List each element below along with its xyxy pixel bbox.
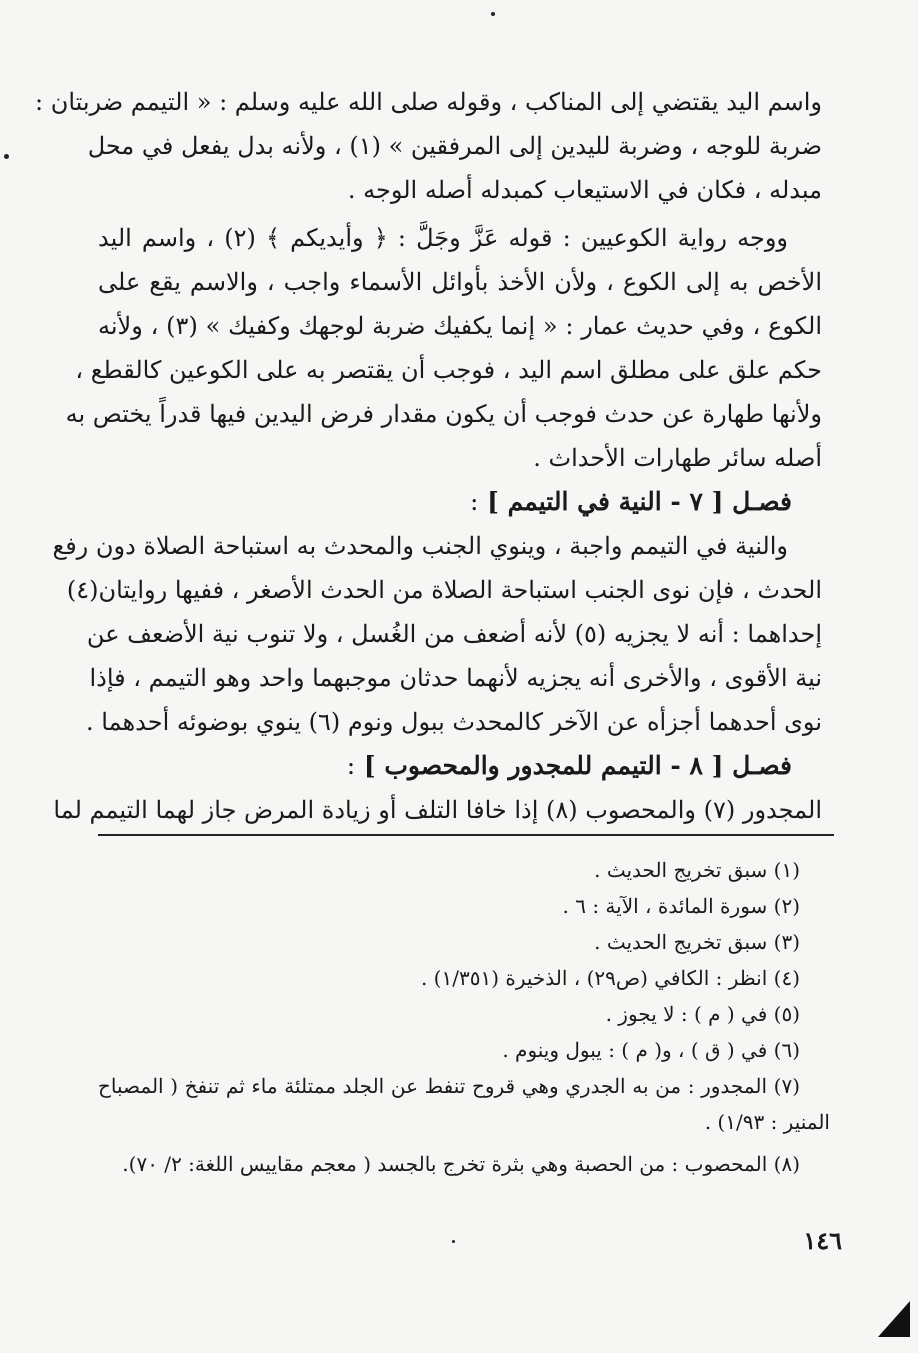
text-line: الأخص به إلى الكوع ، ولأن الأخذ بأوائل الأسماء واجب ، والاسم يقع على <box>98 268 822 296</box>
text-line: والنية في التيمم واجبة ، وينوي الجنب والمحدث به استباحة الصلاة دون رفع <box>52 532 788 560</box>
footnote-separator <box>98 834 834 836</box>
text-line: مبدله ، فكان في الاستيعاب كمبدله أصله الوجه . <box>347 176 822 204</box>
text-line: نوى أحدهما أجزأه عن الآخر كالمحدث ببول ونوم (٦) ينوي بوضوئه أحدهما . <box>86 708 822 736</box>
footnote: (٢) سورة المائدة ، الآية : ٦ . <box>562 894 800 918</box>
footnote: (١) سبق تخريج الحديث . <box>594 858 800 882</box>
ink-speck-left <box>4 154 9 159</box>
section-heading-8-title: فصـل [ ٨ - التيمم للمجدور والمحصوب ] <box>363 751 792 780</box>
section-heading-7-colon: : <box>469 487 479 516</box>
text-line: نية الأقوى ، والأخرى أنه يجزيه لأنهما حدثان موجبهما واحد وهو التيمم ، فإذا <box>89 664 822 692</box>
footnote: (٨) المحصوب : من الحصبة وهي بثرة تخرج بالجسد ( معجم مقاييس اللغة: ٢/ ٧٠). <box>122 1152 800 1176</box>
footnote: (٥) في ( م ) : لا يجوز . <box>605 1002 800 1026</box>
text-line: حكم علق على مطلق اسم اليد ، فوجب أن يقتصر به على الكوعين كالقطع ، <box>75 356 822 384</box>
section-heading-7-title: فصـل [ ٧ - النية في التيمم ] <box>487 487 792 516</box>
text-line: واسم اليد يقتضي إلى المناكب ، وقوله صلى الله عليه وسلم : « التيمم ضربتان : <box>34 88 822 116</box>
section-heading-8 <box>98 744 822 788</box>
footnote: (٧) المجدور : من به الجدري وهي قروح تنفط عن الجلد ممتلئة ماء ثم تنفخ ( المصباح <box>98 1074 800 1098</box>
text-line: أصله سائر طهارات الأحداث . <box>533 444 822 472</box>
footnote: (٣) سبق تخريج الحديث . <box>594 930 800 954</box>
page-corner-mark <box>878 1301 910 1337</box>
text-line: الحدث ، فإن نوى الجنب استباحة الصلاة من الحدث الأصغر ، ففيها روايتان(٤) <box>66 576 822 604</box>
text-line: ولأنها طهارة عن حدث فوجب أن يكون مقدار فرض اليدين فيها قدراً يختص به <box>65 400 822 428</box>
footnotes <box>98 852 830 1182</box>
page-number: ١٤٦ <box>803 1226 842 1255</box>
section-heading-8-colon: : <box>346 751 356 780</box>
text-line: المجدور (٧) والمحصوب (٨) إذا خافا التلف أو زيادة المرض جاز لهما التيمم لما <box>53 796 822 824</box>
footnote: (٦) في ( ق ) ، و( م ) : يبول وينوم . <box>502 1038 800 1062</box>
text-line: ووجه رواية الكوعيين : قوله عَزَّ وجَلَّ : ﴿ وأيديكم ﴾ (٢) ، واسم اليد <box>98 224 789 252</box>
text-line: الكوع ، وفي حديث عمار : « إنما يكفيك ضربة لوجهك وكفيك » (٣) ، ولأنه <box>98 312 822 340</box>
main-text <box>34 80 822 832</box>
ink-speck-top <box>491 12 495 16</box>
ink-speck-bottom <box>452 1240 455 1243</box>
footnote-continuation: المنير : ١/٩٣) . <box>704 1110 830 1134</box>
text-line: ضربة للوجه ، وضربة لليدين إلى المرفقين » (١) ، ولأنه بدل يفعل في محل <box>87 132 822 160</box>
section-heading-7 <box>98 480 822 524</box>
footnote: (٤) انظر : الكافي (ص٢٩) ، الذخيرة (١/٣٥١) . <box>420 966 800 990</box>
text-line: إحداهما : أنه لا يجزيه (٥) لأنه أضعف من الغُسل ، ولا تنوب نية الأضعف عن <box>86 620 822 648</box>
